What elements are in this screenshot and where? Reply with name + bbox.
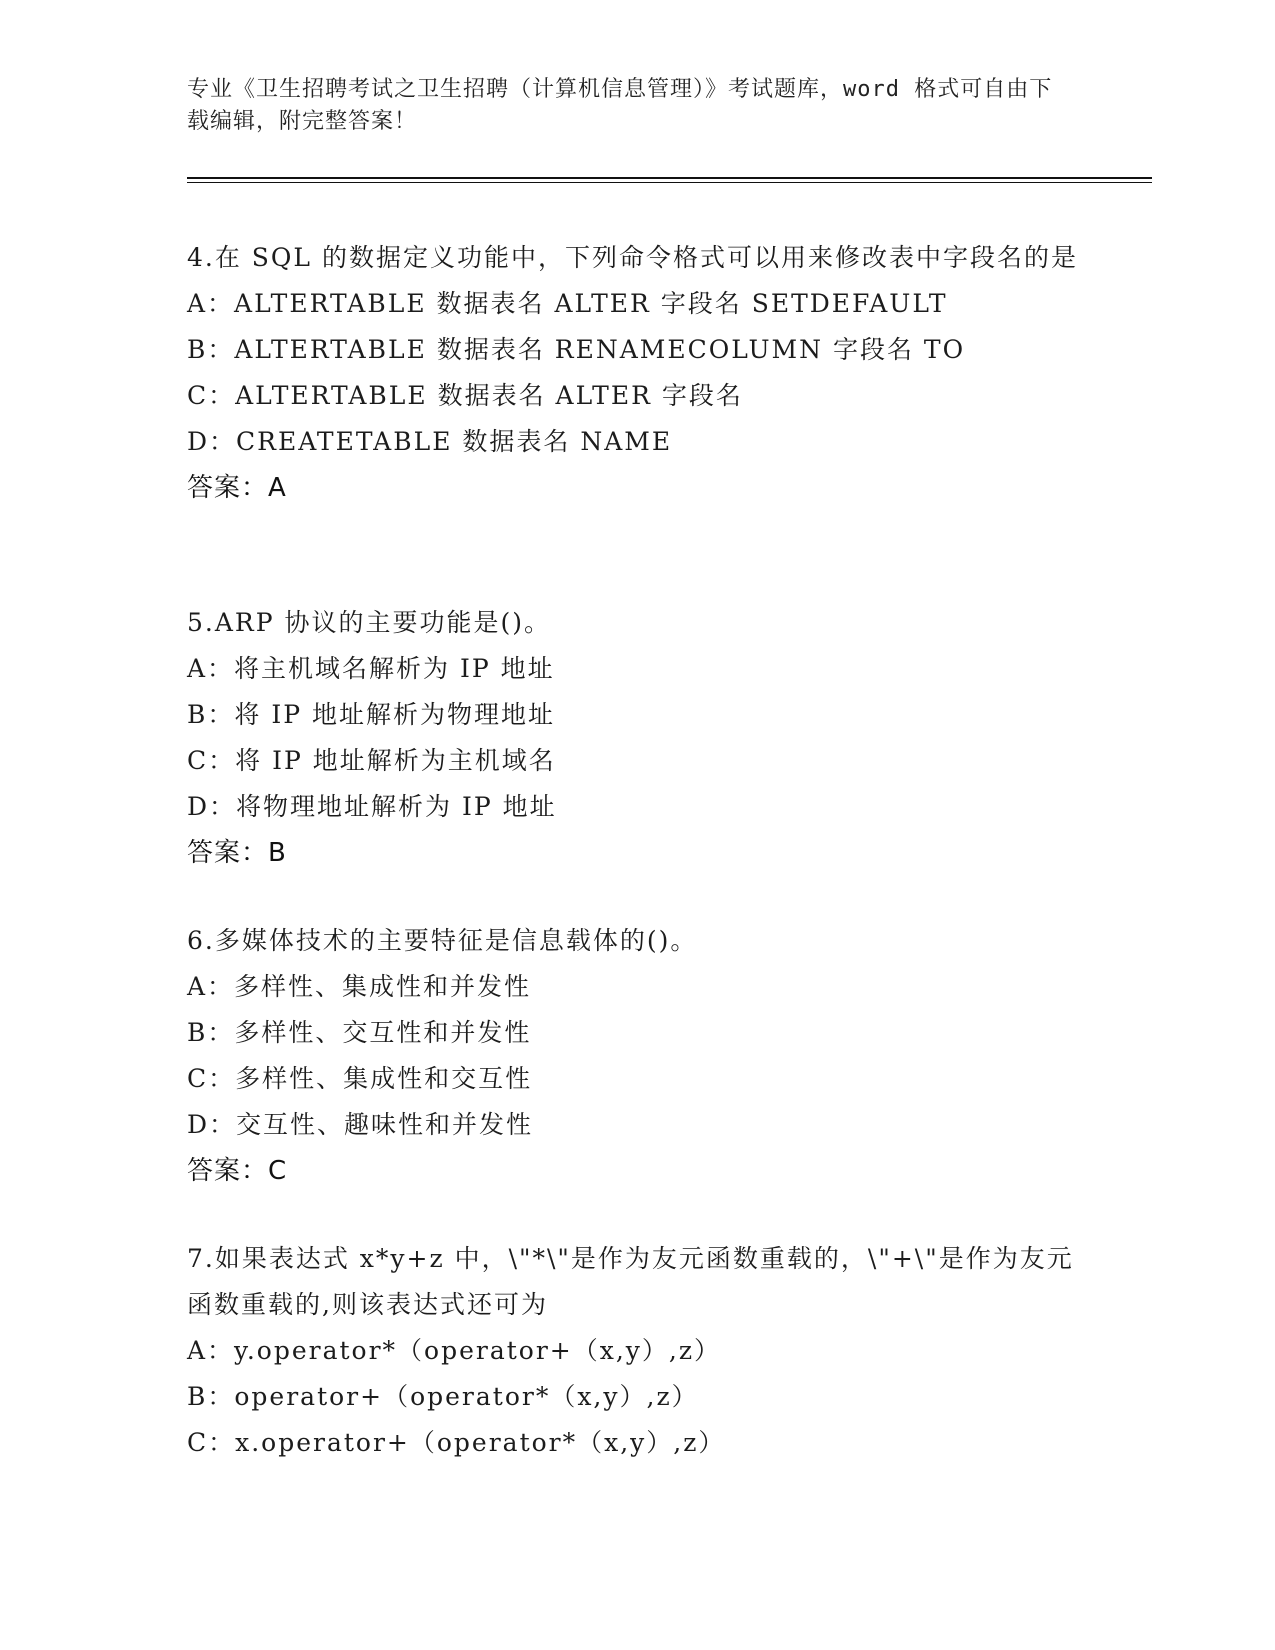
- option-c: C：x.operator+（operator*（x,y）,z）: [187, 1428, 726, 1457]
- header-divider-thick: [187, 177, 1152, 179]
- option-b: B：ALTERTABLE 数据表名 RENAMECOLUMN 字段名 TO: [187, 335, 966, 364]
- option-b: B：将 IP 地址解析为物理地址: [187, 700, 555, 729]
- option-c: C：将 IP 地址解析为主机域名: [187, 746, 556, 775]
- question-stem: 7.如果表达式 x*y+z 中，\"*\"是作为友元函数重载的，\"+\"是作为友元函数重载的,则该表达式还可为: [187, 1244, 1074, 1319]
- option-b: B：operator+（operator*（x,y）,z）: [187, 1382, 699, 1411]
- option-c: C：ALTERTABLE 数据表名 ALTER 字段名: [187, 381, 743, 410]
- answer: 答案：A: [187, 473, 287, 503]
- option-a: A：ALTERTABLE 数据表名 ALTER 字段名 SETDEFAULT: [187, 289, 948, 318]
- question-stem: 4.在 SQL 的数据定义功能中，下列命令格式可以用来修改表中字段名的是: [187, 243, 1078, 272]
- option-b: B：多样性、交互性和并发性: [187, 1018, 532, 1047]
- answer: 答案：C: [187, 1156, 288, 1186]
- question-5: [187, 600, 1087, 876]
- header-divider-thin: [187, 182, 1152, 183]
- option-d: D：将物理地址解析为 IP 地址: [187, 792, 557, 821]
- option-a: A：多样性、集成性和并发性: [187, 972, 532, 1001]
- option-d: D：CREATETABLE 数据表名 NAME: [187, 427, 673, 456]
- option-a: A：y.operator*（operator+（x,y）,z）: [187, 1336, 722, 1365]
- question-stem: 6.多媒体技术的主要特征是信息载体的()。: [187, 926, 698, 955]
- option-c: C：多样性、集成性和交互性: [187, 1064, 533, 1093]
- question-7: [187, 1236, 1087, 1466]
- question-6: [187, 918, 1087, 1194]
- option-d: D：交互性、趣味性和并发性: [187, 1110, 534, 1139]
- question-4: [187, 235, 1087, 511]
- question-stem: 5.ARP 协议的主要功能是()。: [187, 608, 552, 637]
- document-header: 专业《卫生招聘考试之卫生招聘（计算机信息管理）》考试题库，word 格式可自由下载编辑，附完整答案！: [187, 77, 1053, 134]
- answer: 答案：B: [187, 838, 287, 868]
- option-a: A：将主机域名解析为 IP 地址: [187, 654, 555, 683]
